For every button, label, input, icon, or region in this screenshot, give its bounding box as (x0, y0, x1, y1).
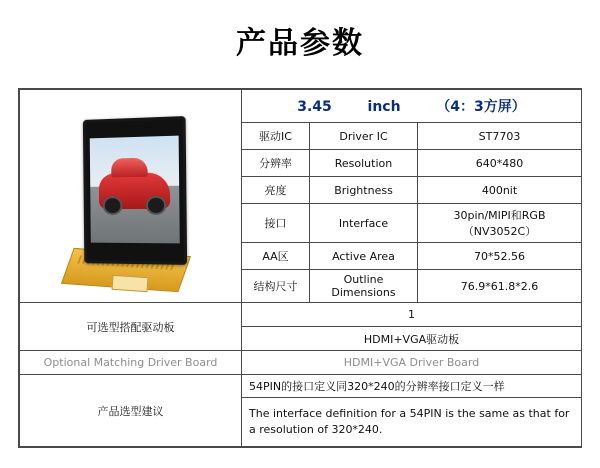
spec-value: 30pin/MIPI和RGB（NV3052C） (418, 204, 582, 243)
spec-header-cell (242, 90, 582, 123)
optional-board-label-en: Optional Matching Driver Board (20, 351, 242, 375)
table-row (20, 351, 582, 375)
table-row (20, 303, 582, 327)
spec-label-cn: 接口 (242, 204, 310, 243)
connector-chip (112, 274, 149, 291)
header-unit: inch (367, 99, 401, 115)
page-root (0, 18, 600, 468)
spec-label-cn: AA区 (242, 243, 310, 270)
spec-label-en: Active Area (310, 243, 418, 270)
spec-label-cn: 结构尺寸 (242, 270, 310, 303)
page-title: 产品参数 (236, 26, 364, 61)
spec-label-cn: 分辨率 (242, 150, 310, 177)
spec-label-en: Brightness (310, 177, 418, 204)
screen-content-image (90, 135, 180, 243)
spec-value: 76.9*61.8*2.6 (418, 270, 582, 303)
spec-value: ST7703 (418, 123, 582, 150)
spec-value: 70*52.56 (418, 243, 582, 270)
spec-value: 400nit (418, 177, 582, 204)
spec-label-en: Driver IC (310, 123, 418, 150)
product-image-cell (20, 90, 242, 303)
header-size: 3.45 (297, 99, 332, 115)
spec-sheet (18, 88, 582, 448)
lcd-screen (83, 116, 187, 265)
optional-board-value-cn: HDMI+VGA驱动板 (242, 327, 582, 351)
suggestion-text-cn: 54PIN的接口定义同320*240的分辨率接口定义一样 (242, 375, 582, 398)
optional-board-count: 1 (242, 303, 582, 327)
car-wheel-left (103, 196, 122, 214)
table-row (20, 375, 582, 398)
suggestion-text-en: The interface definition for a 54PIN is the same as that for a resolution of 320*240. (242, 398, 582, 447)
spec-label-cn: 驱动IC (242, 123, 310, 150)
suggestion-label-cn: 产品选型建议 (20, 375, 242, 447)
car-wheel-right (146, 196, 166, 215)
spec-label-en: Outline Dimensions (310, 270, 418, 303)
spec-label-en: Resolution (310, 150, 418, 177)
car-illustration (99, 172, 170, 209)
optional-board-value-en: HDMI+VGA Driver Board (242, 351, 582, 375)
spec-label-cn: 亮度 (242, 177, 310, 204)
spec-table (19, 89, 582, 447)
table-row (20, 90, 582, 123)
spec-label-en: Interface (310, 204, 418, 243)
header-aspect: （4：3方屏） (436, 99, 526, 115)
spec-value: 640*480 (418, 150, 582, 177)
optional-board-label-cn: 可选型搭配驱动板 (20, 303, 242, 351)
product-photo (20, 100, 242, 293)
